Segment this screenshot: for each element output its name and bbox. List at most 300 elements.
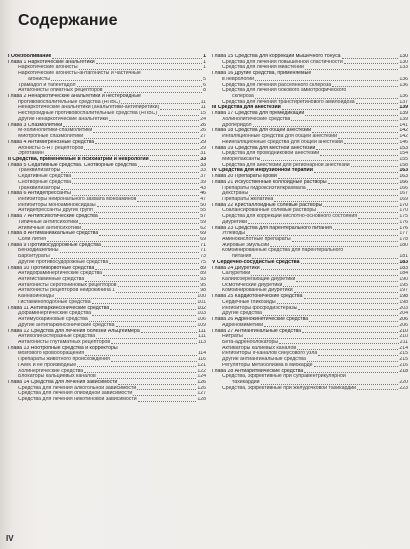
toc-leader-dots bbox=[264, 326, 398, 327]
toc-entry-title: Средства для лечения рассеянного склероза bbox=[222, 82, 332, 88]
toc-leader-dots bbox=[51, 80, 202, 81]
toc-leader-dots bbox=[72, 195, 199, 196]
toc-entry-page: 71 bbox=[200, 242, 206, 248]
toc-leader-dots bbox=[279, 343, 399, 344]
toc-leader-dots bbox=[301, 263, 399, 264]
toc-leader-dots bbox=[51, 258, 199, 259]
toc-entry-title: Другие антипаркинсонические средства bbox=[18, 322, 115, 328]
toc-entry-title: Глава 16 Другие средства, применяемые bbox=[212, 71, 312, 77]
toc-entry-page: 114 bbox=[197, 351, 206, 357]
page-number: IV bbox=[6, 534, 14, 543]
toc-entry-page: 55 bbox=[200, 208, 206, 214]
toc-entry-title: Глава 3 Спазмолитики bbox=[8, 122, 63, 128]
toc-leader-dots bbox=[138, 166, 199, 167]
toc-entry-page: 130 bbox=[399, 54, 408, 59]
toc-entry-page: 176 bbox=[399, 219, 408, 225]
toc-entry-title: Глава 9 Противосудорожные средства bbox=[8, 242, 101, 248]
toc-entry-title: склероза bbox=[232, 94, 254, 100]
toc-entry-title: Средства для проводниковой анестезии bbox=[222, 151, 320, 157]
toc-entry-page: 139 bbox=[399, 111, 408, 117]
toc-entry-title: Антагонисты рецепторов нейрокинина 1 bbox=[18, 288, 116, 294]
toc-entry-page: 176 bbox=[399, 225, 408, 231]
toc-entry-page: 1 bbox=[203, 65, 206, 71]
toc-entry-title: Осмотические диуретики bbox=[222, 282, 283, 288]
toc-entry-title: Другие ненаркотические анальгетики bbox=[18, 116, 108, 122]
toc-leader-dots bbox=[94, 212, 199, 213]
toc-entry-title: Препараты гидроксиэтилкрахмала bbox=[222, 185, 306, 191]
toc-leader-dots bbox=[92, 315, 196, 316]
toc-entry-page: 100 bbox=[197, 294, 206, 300]
toc-entry-page: 128 bbox=[197, 397, 206, 403]
toc-entry-page: 137 bbox=[399, 99, 408, 105]
toc-leader-dots bbox=[292, 241, 399, 242]
toc-leader-dots bbox=[95, 269, 199, 270]
toc-entry-title: II Средства, применяемые в психиатрии и неврологии bbox=[8, 156, 149, 162]
toc-entry-title: Антигистаминные средства bbox=[18, 277, 85, 283]
toc-entry-title: Препараты животного происхождения bbox=[18, 357, 110, 363]
toc-leader-dots bbox=[291, 120, 398, 121]
toc-entry-title: Антимускариновые средства bbox=[18, 317, 88, 323]
toc-leader-dots bbox=[351, 166, 399, 167]
toc-leader-dots bbox=[244, 338, 399, 339]
toc-entry-page: 203 bbox=[399, 305, 408, 311]
toc-leader-dots bbox=[111, 343, 197, 344]
toc-leader-dots bbox=[357, 389, 398, 390]
toc-entry-title: Аминокислотные препараты bbox=[222, 237, 291, 242]
toc-leader-dots bbox=[309, 321, 398, 322]
toc-entry-title: Ненаркотические анальгетики (анальгетики-антипиретики) bbox=[18, 105, 160, 111]
toc-entry-title: Дофаминергические средства bbox=[18, 311, 92, 317]
toc-leader-dots bbox=[109, 120, 199, 121]
toc-entry-title: Холинолитические средства bbox=[222, 116, 291, 122]
toc-leader-dots bbox=[342, 58, 399, 59]
toc-leader-dots bbox=[138, 401, 197, 402]
toc-leader-dots bbox=[305, 69, 398, 70]
toc-entry-title: Активаторы калиевых каналов bbox=[222, 345, 297, 351]
toc-entry-page: 218 bbox=[399, 368, 408, 374]
toc-entry-title: Средства для лечения опиоидной зависимости bbox=[18, 391, 133, 397]
toc-leader-dots bbox=[61, 172, 199, 173]
toc-entry-title: Глава 11 Антипаркинсонические средства bbox=[8, 305, 110, 311]
toc-entry-page: 46 bbox=[200, 191, 206, 197]
toc-leader-dots bbox=[261, 384, 399, 385]
toc-entry-page: 98 bbox=[200, 288, 206, 294]
toc-entry-title: ГАМК и ее производные bbox=[18, 362, 77, 368]
toc-leader-dots bbox=[305, 115, 398, 116]
toc-entry-page: 136 bbox=[399, 94, 408, 100]
toc-entry-page: 206 bbox=[399, 322, 408, 328]
toc-leader-dots bbox=[255, 80, 398, 81]
toc-entry-page: 62 bbox=[200, 225, 206, 231]
toc-entry-page: 154 bbox=[399, 151, 408, 157]
toc-entry-page: 6 bbox=[203, 82, 206, 88]
toc-entry-title: III Средства для анестезии bbox=[212, 105, 281, 111]
toc-entry-page: 89 bbox=[200, 265, 206, 271]
toc-leader-dots bbox=[85, 355, 197, 356]
toc-leader-dots bbox=[333, 229, 399, 230]
toc-entry-page: 215 bbox=[399, 351, 408, 357]
toc-entry-title: Жировые эмульсии bbox=[222, 242, 270, 248]
toc-entry-page: 122 bbox=[197, 368, 206, 374]
toc-entry-page: 198 bbox=[399, 294, 408, 300]
toc-leader-dots bbox=[111, 361, 197, 362]
toc-left-column bbox=[8, 54, 206, 403]
toc-entry-title: Ингибиторы нейронального захвата моноаминов bbox=[18, 196, 137, 202]
toc-entry-title: Миотропные спазмолитики bbox=[18, 134, 84, 140]
toc-entry-page: 11 bbox=[200, 105, 206, 111]
toc-leader-dots bbox=[150, 160, 199, 161]
toc-entry-page: 126 bbox=[197, 385, 206, 391]
toc-entry-page: 215 bbox=[399, 357, 408, 363]
toc-leader-dots bbox=[252, 258, 398, 259]
toc-leader-dots bbox=[248, 223, 398, 224]
toc-entry-title: Глава 21 Искусственные коллоидные растворы bbox=[212, 179, 327, 185]
toc-entry-title: Декстраны bbox=[222, 191, 249, 197]
toc-leader-dots bbox=[312, 132, 398, 133]
toc-entry-title: Нестероидные противовоспалительные средства (НПВС) bbox=[18, 111, 158, 117]
toc-entry-page: 109 bbox=[197, 322, 206, 328]
toc-entry-page: 47 bbox=[200, 196, 206, 202]
toc-entry-title: Транквилизаторы bbox=[18, 168, 61, 174]
toc-entry-page: 211 bbox=[399, 339, 408, 345]
toc-leader-dots bbox=[263, 315, 398, 316]
toc-entry-page: 177 bbox=[399, 231, 408, 237]
toc-entry-title: Другие средства bbox=[222, 311, 262, 317]
toc-entry-title: Глава 26 Адренокинетические средства bbox=[212, 317, 309, 323]
toc-leader-dots bbox=[318, 355, 398, 356]
toc-leader-dots bbox=[160, 109, 199, 110]
toc-entry-title: агонисты bbox=[28, 76, 51, 82]
toc-leader-dots bbox=[109, 263, 199, 264]
toc-entry-title: Средства для лечения алкогольной зависимости bbox=[18, 385, 137, 391]
toc-leader-dots bbox=[251, 275, 398, 276]
toc-leader-dots bbox=[72, 183, 199, 184]
toc-entry-title: Препараты желатина bbox=[222, 196, 274, 202]
toc-leader-dots bbox=[116, 292, 199, 293]
toc-leader-dots bbox=[85, 281, 199, 282]
toc-entry-title: Глава 7 Антипсихотические средства bbox=[8, 214, 98, 220]
toc-entry-title: Адреномиметики bbox=[222, 322, 264, 328]
toc-entry-page: 210 bbox=[399, 328, 408, 334]
toc-entry-title: Средства для лечения никотиновой зависимости bbox=[18, 397, 137, 403]
toc-entry-title: Глава 1 Наркотические анальгетики bbox=[8, 59, 95, 65]
toc-entry-page: 214 bbox=[399, 345, 408, 351]
toc-entry-title: Глава 27 Антиангинальные средства bbox=[212, 328, 302, 334]
toc-leader-dots bbox=[104, 92, 203, 93]
toc-leader-dots bbox=[344, 63, 399, 64]
toc-leader-dots bbox=[110, 309, 196, 310]
toc-entry-title: Калийсберегающие диуретики bbox=[222, 277, 296, 283]
toc-entry-title: Глава 14 Средства для лечения зависимости bbox=[8, 379, 118, 385]
toc-entry-page: 180 bbox=[399, 242, 408, 248]
toc-entry-page: 139 bbox=[399, 105, 408, 111]
toc-entry-title: Ингибиторы фосфодиэстеразы bbox=[222, 305, 298, 311]
toc-entry-title: Средства для коррекции кислотно-основного состояния bbox=[222, 214, 358, 220]
toc-entry-page: 133 bbox=[399, 65, 408, 71]
toc-entry-page: 75 bbox=[200, 259, 206, 265]
toc-leader-dots bbox=[283, 286, 398, 287]
toc-leader-dots bbox=[137, 201, 199, 202]
toc-entry-title: Миорелаксанты bbox=[222, 156, 261, 162]
toc-leader-dots bbox=[99, 218, 199, 219]
toc-entry-title: Антихолинэстеразные средства bbox=[18, 334, 95, 340]
toc-entry-page: 183 bbox=[399, 259, 408, 265]
toc-entry-title: Блокаторы кальциевых каналов bbox=[18, 374, 96, 380]
toc-entry-page: 57 bbox=[200, 214, 206, 220]
toc-leader-dots bbox=[102, 246, 199, 247]
toc-entry-title: Глава 10 Противорвотные средства bbox=[8, 265, 95, 271]
toc-entry-page: 39 bbox=[200, 179, 206, 185]
toc-entry-page: 142 bbox=[399, 134, 408, 140]
toc-entry-page: 33 bbox=[200, 162, 206, 168]
toc-entry-title: Регуляторы метаболизма в миокарде bbox=[222, 362, 313, 368]
toc-leader-dots bbox=[133, 395, 196, 396]
toc-entry-page: 197 bbox=[399, 288, 408, 294]
toc-entry-title: Ингибиторы моноаминоксидазы bbox=[18, 202, 96, 208]
toc-leader-dots bbox=[47, 241, 199, 242]
toc-entry-page: 113 bbox=[197, 339, 206, 345]
toc-entry-page: 130 bbox=[399, 59, 408, 65]
toc-entry-page: 183 bbox=[399, 265, 408, 271]
toc-entry-page: 190 bbox=[399, 277, 408, 283]
toc-entry-title: Наркотические агонисты-антагонисты и частичные bbox=[18, 71, 141, 77]
toc-entry-page: 167 bbox=[399, 191, 408, 197]
toc-entry-page: 204 bbox=[399, 311, 408, 317]
toc-entry-title: Глава 5 Седативные средства. Снотворные средства bbox=[8, 162, 137, 168]
toc-entry-title: Глава 19 Средства для местной анестезии bbox=[212, 145, 316, 151]
toc-leader-dots bbox=[304, 372, 398, 373]
toc-leader-dots bbox=[261, 160, 398, 161]
toc-leader-dots bbox=[141, 332, 197, 333]
toc-leader-dots bbox=[45, 155, 200, 156]
toc-entry-page: 111 bbox=[198, 328, 206, 334]
toc-entry-title: Углеводы bbox=[222, 231, 245, 237]
toc-leader-dots bbox=[95, 143, 199, 144]
toc-leader-dots bbox=[307, 189, 399, 190]
toc-entry-page: 8 bbox=[203, 88, 206, 94]
page-title: Содержание bbox=[18, 12, 118, 29]
toc-entry-title: Трамадол и тапентадол bbox=[18, 82, 76, 88]
toc-leader-dots bbox=[52, 58, 202, 59]
toc-leader-dots bbox=[55, 298, 197, 299]
toc-entry-page: 15 bbox=[200, 111, 206, 117]
toc-entry-page: 31 bbox=[200, 151, 206, 157]
toc-entry-title: Соли лития bbox=[18, 237, 46, 242]
toc-entry-title: Средства, эффективные при желудочковой тахикардии bbox=[222, 385, 357, 391]
toc-entry-title: Сбалансированные солевые растворы bbox=[222, 208, 316, 214]
toc-leader-dots bbox=[356, 103, 399, 104]
toc-leader-dots bbox=[79, 223, 199, 224]
toc-leader-dots bbox=[338, 138, 398, 139]
toc-leader-dots bbox=[298, 309, 398, 310]
toc-entry-title: Средства, эффективные при суправентрикулярной bbox=[222, 374, 346, 380]
toc-entry-page: 158 bbox=[399, 162, 408, 168]
toc-leader-dots bbox=[79, 69, 203, 70]
toc-entry-title: Транквилизаторы bbox=[18, 185, 61, 191]
toc-entry-page: 26 bbox=[200, 122, 206, 128]
toc-entry-page: 43 bbox=[200, 185, 206, 191]
toc-leader-dots bbox=[99, 235, 199, 236]
toc-entry-title: Нитраты bbox=[222, 334, 243, 340]
toc-entry-title: Комбинированные диуретики bbox=[222, 288, 293, 294]
toc-leader-dots bbox=[93, 132, 199, 133]
toc-entry-title: Глава 12 Средства для лечения болезни Альцгеймера bbox=[8, 328, 140, 334]
toc-entry-page: 141 bbox=[399, 122, 408, 128]
toc-leader-dots bbox=[314, 172, 398, 173]
toc-leader-dots bbox=[253, 126, 399, 127]
toc-entry-page: 163 bbox=[399, 174, 408, 180]
toc-entry-page: 73 bbox=[200, 254, 206, 260]
toc-leader-dots bbox=[158, 115, 199, 116]
toc-leader-dots bbox=[96, 338, 197, 339]
toc-leader-dots bbox=[118, 286, 200, 287]
toc-entry-page: 106 bbox=[197, 317, 206, 323]
toc-entry-title: Бензодиазепины bbox=[18, 248, 59, 254]
toc-entry-title: I Обезболивание bbox=[8, 54, 52, 59]
toc-entry-title: Глава 6 Антидепрессанты bbox=[8, 191, 71, 197]
toc-entry-page: 1 bbox=[203, 59, 206, 65]
toc-leader-dots bbox=[61, 189, 199, 190]
toc-entry-page: 24 bbox=[200, 116, 206, 122]
toc-entry-title: Неингаляционные средства для общей анестезии bbox=[222, 139, 343, 145]
toc-entry-title: Глава 2 Ненаркотические анальгетики и нестероидные bbox=[8, 94, 141, 100]
toc-entry-title: Агонисты 5-НТ рецепторов bbox=[18, 145, 84, 151]
toc-leader-dots bbox=[332, 86, 398, 87]
toc-leader-dots bbox=[277, 303, 399, 304]
toc-leader-dots bbox=[246, 235, 398, 236]
toc-entry-title: Другие противосудорожные средства bbox=[18, 259, 109, 265]
toc-entry-page: 195 bbox=[399, 282, 408, 288]
toc-leader-dots bbox=[296, 281, 398, 282]
toc-entry-page: 124 bbox=[197, 374, 206, 380]
toc-entry-title: Другие антиангинальные средства bbox=[222, 357, 306, 363]
toc-entry-page: 95 bbox=[200, 282, 206, 288]
toc-leader-dots bbox=[307, 361, 399, 362]
toc-leader-dots bbox=[270, 246, 398, 247]
toc-entry-title: Средства для лечения повышенной спастичности bbox=[222, 59, 343, 65]
toc-entry-title: Глава 15 Средства для коррекции мышечного тонуса bbox=[212, 54, 341, 59]
toc-leader-dots bbox=[282, 109, 399, 110]
toc-leader-dots bbox=[320, 155, 398, 156]
toc-entry-title: Эрготамин bbox=[18, 151, 44, 157]
toc-leader-dots bbox=[97, 206, 200, 207]
toc-entry-title: Снотворные средства bbox=[18, 179, 71, 185]
toc-entry-title: Дроперидол bbox=[222, 122, 252, 128]
toc-entry-title: Холинергические средства bbox=[18, 368, 84, 374]
toc-entry-page: 142 bbox=[399, 128, 408, 134]
toc-entry-page: 136 bbox=[399, 82, 408, 88]
toc-leader-dots bbox=[137, 389, 196, 390]
toc-entry-page: 216 bbox=[399, 362, 408, 368]
toc-leader-dots bbox=[314, 366, 399, 367]
toc-entry-title: Глава 20 Препараты крови bbox=[212, 174, 277, 180]
toc-entry-title: Глава 4 Антимигренозные средства bbox=[8, 139, 95, 145]
toc-entry-title: питания bbox=[232, 254, 252, 260]
toc-leader-dots bbox=[84, 149, 199, 150]
toc-entry-page: 1 bbox=[203, 54, 206, 59]
toc-entry-page: 170 bbox=[399, 202, 408, 208]
toc-leader-dots bbox=[92, 303, 197, 304]
toc-entry-title: Глава 28 Антиаритмические средства bbox=[212, 368, 304, 374]
toc-entry-page: 223 bbox=[399, 385, 408, 391]
toc-leader-dots bbox=[84, 372, 196, 373]
toc-leader-dots bbox=[60, 252, 200, 253]
toc-entry-page: 89 bbox=[200, 271, 206, 277]
toc-entry-page: 29 bbox=[200, 139, 206, 145]
toc-entry-title: V Сердечно-сосудистые средства bbox=[212, 259, 300, 265]
toc-entry-page: 210 bbox=[399, 334, 408, 340]
toc-entry-title: Антагонисты глутаматных рецепторов bbox=[18, 339, 111, 345]
toc-entry-title: Глава 22 Кристаллоидные солевые растворы bbox=[212, 202, 323, 208]
toc-entry-page: 178 bbox=[399, 237, 408, 242]
toc-entry-page: 220 bbox=[399, 379, 408, 385]
toc-leader-dots bbox=[89, 321, 197, 322]
toc-entry-page: 29 bbox=[200, 145, 206, 151]
toc-entry-page: 181 bbox=[399, 254, 408, 260]
toc-entry-page: 170 bbox=[399, 208, 408, 214]
toc-leader-dots bbox=[297, 349, 398, 350]
toc-entry-page: 163 bbox=[399, 168, 408, 174]
toc-entry-page: 146 bbox=[399, 139, 408, 145]
toc-entry-title: Диуретики bbox=[222, 219, 247, 225]
toc-entry-title: Седативные средства bbox=[18, 174, 72, 180]
toc-entry-title: Наркотические агонисты bbox=[18, 65, 78, 71]
toc-entry-title: Антагонисты серотониновых рецепторов bbox=[18, 282, 117, 288]
toc-entry-page: 103 bbox=[197, 311, 206, 317]
toc-leader-dots bbox=[316, 149, 398, 150]
toc-entry-page: 102 bbox=[197, 305, 206, 311]
toc-entry-title: Глава 8 Антиманиакальные средства bbox=[8, 231, 99, 237]
toc-entry-page: 111 bbox=[198, 334, 206, 340]
toc-entry-title: Средства для лечения бокового амиотрофического bbox=[222, 88, 347, 94]
toc-leader-dots bbox=[103, 275, 199, 276]
toc-leader-dots bbox=[302, 332, 398, 333]
toc-entry-page: 69 bbox=[200, 231, 206, 237]
toc-entry-page: 121 bbox=[197, 362, 206, 368]
toc-entry-page: 50 bbox=[200, 202, 206, 208]
toc-entry-title: противовоспалительные средства (НПВС) bbox=[18, 99, 121, 105]
toc-entry-title: Комбинированные средства для парентерального bbox=[222, 248, 344, 254]
toc-entry-title: тахикардии bbox=[232, 379, 260, 385]
toc-leader-dots bbox=[323, 206, 398, 207]
toc-entry-title: Глава 23 Средства для парентерального питания bbox=[212, 225, 332, 231]
toc-entry-page: 139 bbox=[399, 116, 408, 122]
toc-leader-dots bbox=[255, 98, 399, 99]
toc-entry-page: 27 bbox=[200, 134, 206, 140]
toc-leader-dots bbox=[274, 201, 398, 202]
toc-entry-page: 127 bbox=[197, 391, 206, 397]
toc-entry-page: 153 bbox=[399, 145, 408, 151]
toc-entry-title: Глава 18 Средства для общей анестезии bbox=[212, 128, 312, 134]
toc-right-column bbox=[212, 54, 408, 391]
toc-entry-title: Антидепрессанты других групп bbox=[18, 208, 93, 214]
toc-entry-title: в неврологии bbox=[222, 76, 255, 82]
toc-entry-title: Ингибиторы If-каналов синусового узла bbox=[222, 351, 318, 357]
toc-leader-dots bbox=[77, 366, 196, 367]
toc-leader-dots bbox=[328, 183, 399, 184]
toc-entry-title: IV Средства для инфузионной терапии bbox=[212, 168, 313, 174]
toc-entry-page: 69 bbox=[200, 237, 206, 242]
toc-leader-dots bbox=[82, 229, 199, 230]
toc-leader-dots bbox=[72, 178, 199, 179]
toc-leader-dots bbox=[304, 298, 399, 299]
toc-entry-page: 71 bbox=[200, 248, 206, 254]
toc-entry-page: 175 bbox=[399, 214, 408, 220]
toc-leader-dots bbox=[249, 195, 398, 196]
toc-leader-dots bbox=[278, 178, 399, 179]
toc-entry-page: 198 bbox=[399, 299, 408, 305]
toc-leader-dots bbox=[358, 218, 398, 219]
